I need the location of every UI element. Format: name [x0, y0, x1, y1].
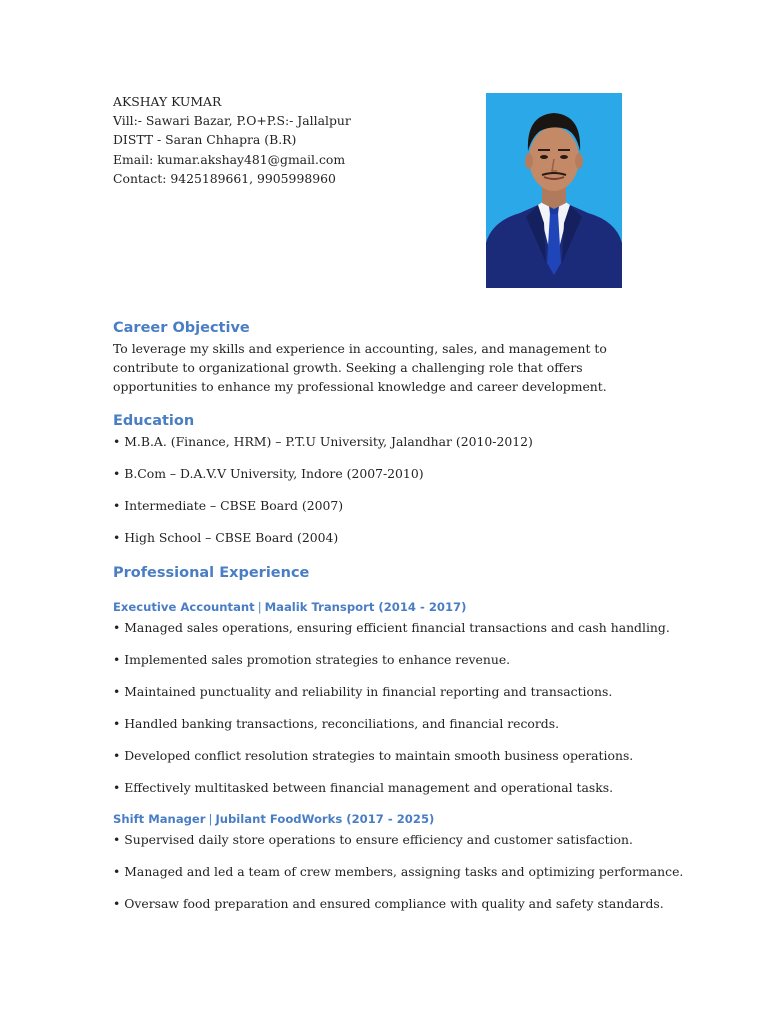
education-item: • M.B.A. (Finance, HRM) – P.T.U University, Jalandhar (2010-2012) [113, 434, 533, 449]
experience-section [113, 563, 673, 583]
duty-item: • Managed sales operations, ensuring efficient financial transactions and cash handling. [113, 620, 670, 635]
education-item: • B.Com – D.A.V.V University, Indore (2007-2010) [113, 466, 424, 481]
duty-item: • Supervised daily store operations to ensure efficiency and customer satisfaction. [113, 832, 633, 847]
career-objective-section [113, 318, 673, 397]
education-section [113, 411, 673, 431]
contact-block [113, 92, 351, 188]
job-separator: | [257, 600, 262, 614]
career-objective-heading: Career Objective [113, 320, 250, 336]
duty-item: • Maintained punctuality and reliability in financial reporting and transactions. [113, 684, 613, 699]
job-title-line [113, 810, 673, 828]
duty-item: • Developed conflict resolution strategies to maintain smooth business operations. [113, 748, 634, 763]
job-title: Shift Manager [113, 812, 206, 826]
duty-item: • Effectively multitasked between financial management and operational tasks. [113, 780, 614, 795]
job-executive-accountant [113, 598, 673, 616]
phone-line: Contact: 9425189661, 9905998960 [113, 170, 336, 186]
experience-heading: Professional Experience [113, 565, 310, 581]
job-company: Jubilant FoodWorks (2017 - 2025) [215, 812, 435, 826]
duty-item: • Handled banking transactions, reconciliations, and financial records. [113, 716, 560, 731]
job-shift-manager [113, 810, 673, 828]
portrait-illustration [486, 93, 622, 288]
job-title-line [113, 598, 673, 616]
job-company: Maalik Transport (2014 - 2017) [264, 600, 467, 614]
candidate-name: AKSHAY KUMAR [113, 94, 222, 109]
education-heading: Education [113, 413, 195, 429]
job-separator: | [208, 812, 213, 826]
education-item: • High School – CBSE Board (2004) [113, 530, 339, 545]
duty-item: • Oversaw food preparation and ensured compliance with quality and safety standards. [113, 896, 664, 911]
duty-item: • Managed and led a team of crew members, assigning tasks and optimizing performance. [113, 864, 684, 879]
address-line-1: Vill:- Sawari Bazar, P.O+P.S:- Jallalpur [113, 113, 351, 129]
duty-item: • Implemented sales promotion strategies to enhance revenue. [113, 652, 511, 667]
profile-photo [486, 93, 622, 288]
education-item: • Intermediate – CBSE Board (2007) [113, 498, 344, 513]
job-title: Executive Accountant [113, 600, 255, 614]
email-line: Email: kumar.akshay481@gmail.com [113, 151, 346, 167]
address-line-2: DISTT - Saran Chhapra (B.R) [113, 132, 297, 148]
career-objective-text: To leverage my skills and experience in accounting, sales, and management to contribute to organizational growth. Seeking a challenging role that offers opportunities to enhance my professional knowledge and career development. [113, 341, 607, 395]
